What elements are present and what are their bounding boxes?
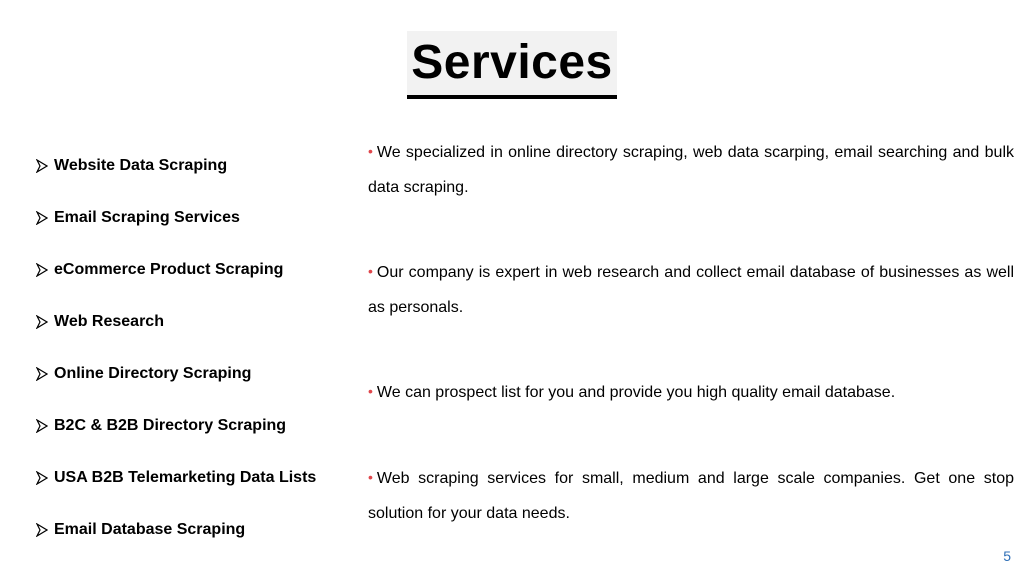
bullet-dot: •	[368, 469, 373, 485]
list-item-label: Email Database Scraping	[54, 521, 246, 538]
description-text: Web scraping services for small, medium and large scale companies. Get one stop solution for your data needs.	[368, 470, 1014, 522]
description-text: We can prospect list for you and provide you high quality email database.	[376, 384, 896, 401]
description-text: We specialized in online directory scraping, web data scarping, email searching and bulk data scraping.	[368, 144, 1014, 196]
arrow-right-icon	[36, 367, 48, 381]
description-paragraph	[368, 254, 1014, 325]
list-item-label: USA B2B Telemarketing Data Lists	[54, 469, 317, 486]
description-paragraph	[368, 460, 1014, 531]
list-item	[36, 400, 346, 452]
bullet-dot: •	[368, 143, 373, 159]
list-item-label: Email Scraping Services	[54, 209, 240, 226]
arrow-right-icon	[36, 523, 48, 537]
list-item-label: Website Data Scraping	[54, 157, 228, 174]
page-number: 5	[1003, 548, 1011, 564]
arrow-right-icon	[36, 419, 48, 433]
bullet-dot: •	[368, 263, 373, 279]
list-item-label: Web Research	[54, 313, 164, 330]
list-item	[36, 504, 346, 556]
description-text: Our company is expert in web research and collect email database of businesses as well as personals.	[368, 264, 1014, 316]
title-wrap	[0, 31, 1024, 99]
description-paragraph	[368, 134, 1014, 205]
list-item-label: Online Directory Scraping	[54, 365, 252, 382]
list-item	[36, 192, 346, 244]
arrow-right-icon	[36, 263, 48, 277]
list-item	[36, 452, 346, 504]
slide-title: Services	[407, 31, 617, 99]
services-list	[36, 140, 346, 556]
list-item-label: B2C & B2B Directory Scraping	[54, 417, 287, 434]
arrow-right-icon	[36, 315, 48, 329]
arrow-right-icon	[36, 159, 48, 173]
bullet-dot: •	[368, 383, 373, 399]
list-item	[36, 244, 346, 296]
list-item	[36, 348, 346, 400]
list-item	[36, 140, 346, 192]
arrow-right-icon	[36, 471, 48, 485]
arrow-right-icon	[36, 211, 48, 225]
list-item	[36, 296, 346, 348]
list-item-label: eCommerce Product Scraping	[54, 261, 284, 278]
description-paragraph	[368, 374, 1014, 410]
